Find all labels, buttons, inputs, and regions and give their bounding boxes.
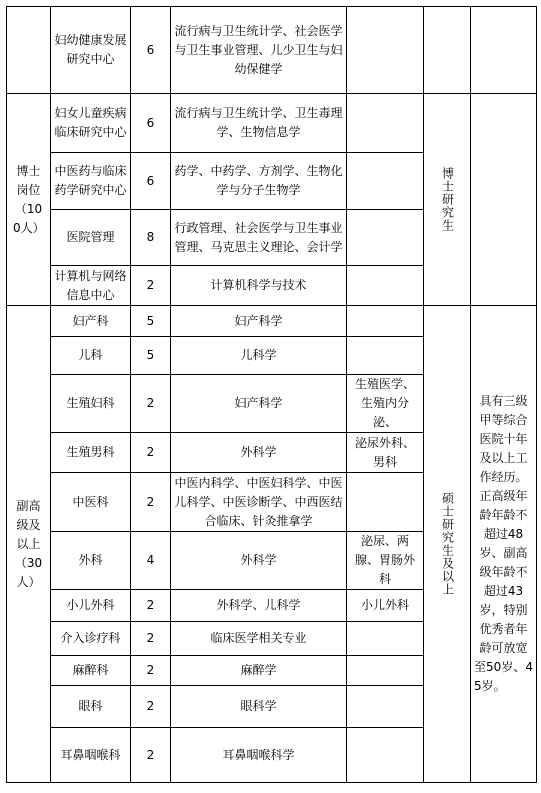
dept-cell: 耳鼻咽喉科: [51, 728, 131, 783]
position-cell-senior: 副高级及以上（30人）: [7, 306, 51, 783]
note-cell-senior: 具有三级甲等综合医院十年及以上工作经历。正高级年龄年龄不超过48岁、副高级年龄不超过43岁，特别优秀者年龄可放宽至50岁、45岁。: [471, 306, 537, 783]
note-cell-doctor: [471, 94, 537, 306]
count-cell: 2: [131, 622, 171, 656]
table-row: [7, 306, 537, 337]
other-cell: [347, 210, 424, 266]
dept-cell: 中医药与临床药学研究中心: [51, 153, 131, 210]
other-cell: [347, 94, 424, 153]
count-cell: 8: [131, 210, 171, 266]
other-cell: [347, 656, 424, 686]
count-cell: 2: [131, 656, 171, 686]
major-cell: 中医内科学、中医妇科学、中医儿科学、中医诊断学、中西医结合临床、针灸推拿学: [171, 473, 347, 532]
other-cell: [347, 337, 424, 375]
count-cell: 2: [131, 473, 171, 532]
count-cell: 2: [131, 686, 171, 728]
major-cell: 行政管理、社会医学与卫生事业管理、马克思主义理论、会计学: [171, 210, 347, 266]
other-cell: [347, 728, 424, 783]
other-cell: 生殖医学、生殖内分泌、: [347, 375, 424, 433]
dept-cell: 妇女儿童疾病临床研究中心: [51, 94, 131, 153]
major-cell: 妇产科学: [171, 306, 347, 337]
dept-cell: 眼科: [51, 686, 131, 728]
table-row: [7, 94, 537, 153]
other-cell: 泌尿外科、男科: [347, 433, 424, 473]
dept-cell: 生殖男科: [51, 433, 131, 473]
count-cell: 2: [131, 375, 171, 433]
count-cell: 5: [131, 306, 171, 337]
dept-cell: 外科: [51, 532, 131, 590]
other-cell: [347, 622, 424, 656]
major-cell: 临床医学相关专业: [171, 622, 347, 656]
dept-cell: 介入诊疗科: [51, 622, 131, 656]
major-cell: 妇产科学: [171, 375, 347, 433]
major-cell: 流行病与卫生统计学、卫生毒理学、生物信息学: [171, 94, 347, 153]
major-cell: 眼科学: [171, 686, 347, 728]
major-cell: 麻醉学: [171, 656, 347, 686]
other-cell: 泌尿、两腺、胃肠外科: [347, 532, 424, 590]
dept-cell: 麻醉科: [51, 656, 131, 686]
count-cell: 6: [131, 94, 171, 153]
note-cell-continued: [471, 7, 537, 94]
dept-cell: 妇产科: [51, 306, 131, 337]
dept-cell: 中医科: [51, 473, 131, 532]
education-cell-senior: 硕士研究生及以上: [424, 306, 471, 783]
count-cell: 2: [131, 728, 171, 783]
other-cell: [347, 7, 424, 94]
other-cell: [347, 306, 424, 337]
education-cell-continued: [424, 7, 471, 94]
major-cell: 儿科学: [171, 337, 347, 375]
position-cell-continued: [7, 7, 51, 94]
count-cell: 2: [131, 433, 171, 473]
other-cell: 小儿外科: [347, 590, 424, 622]
major-cell: 外科学: [171, 532, 347, 590]
major-cell: 流行病与卫生统计学、社会医学与卫生事业管理、儿少卫生与妇幼保健学: [171, 7, 347, 94]
position-cell-doctor: 博士岗位（100人）: [7, 94, 51, 306]
recruitment-table: [6, 6, 537, 783]
count-cell: 6: [131, 153, 171, 210]
dept-cell: 生殖妇科: [51, 375, 131, 433]
other-cell: [347, 266, 424, 306]
other-cell: [347, 153, 424, 210]
major-cell: 外科学、儿科学: [171, 590, 347, 622]
count-cell: 2: [131, 266, 171, 306]
major-cell: 外科学: [171, 433, 347, 473]
education-cell-doctor: 博士研究生: [424, 94, 471, 306]
dept-cell: 小儿外科: [51, 590, 131, 622]
dept-cell: 医院管理: [51, 210, 131, 266]
count-cell: 4: [131, 532, 171, 590]
count-cell: 5: [131, 337, 171, 375]
other-cell: [347, 686, 424, 728]
other-cell: [347, 473, 424, 532]
dept-cell: 妇幼健康发展研究中心: [51, 7, 131, 94]
table-row: [7, 7, 537, 94]
major-cell: 耳鼻咽喉科学: [171, 728, 347, 783]
dept-cell: 计算机与网络信息中心: [51, 266, 131, 306]
dept-cell: 儿科: [51, 337, 131, 375]
major-cell: 计算机科学与技术: [171, 266, 347, 306]
major-cell: 药学、中药学、方剂学、生物化学与分子生物学: [171, 153, 347, 210]
count-cell: 2: [131, 590, 171, 622]
count-cell: 6: [131, 7, 171, 94]
